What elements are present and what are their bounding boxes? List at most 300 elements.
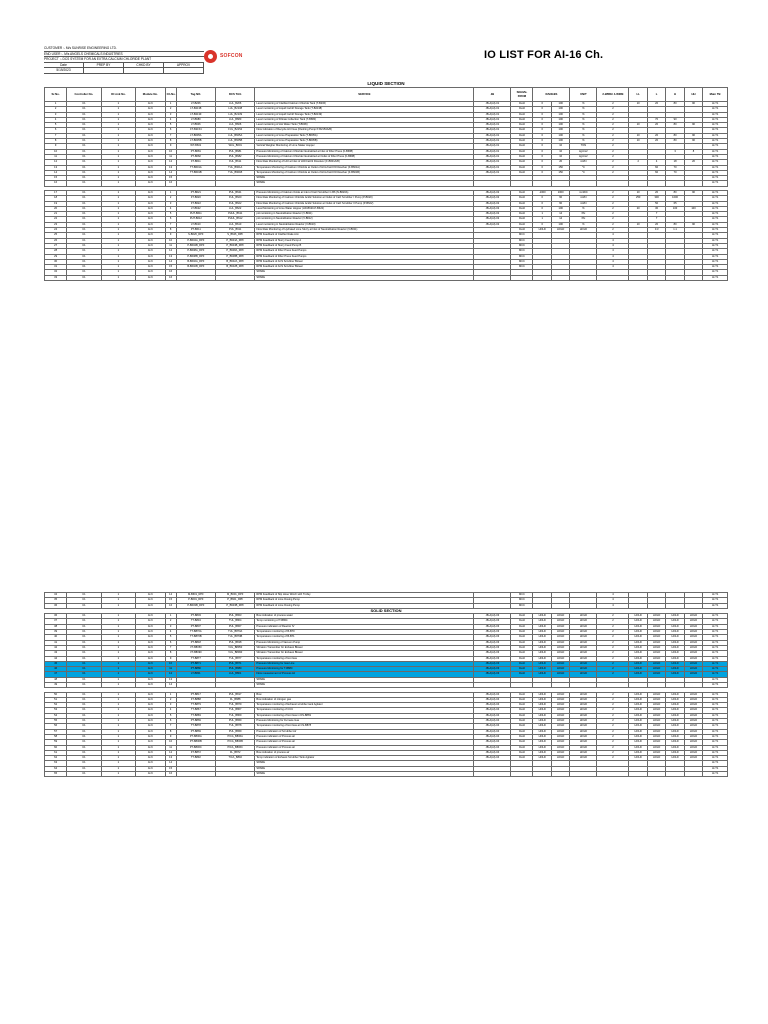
table-cell: 6	[45, 128, 67, 133]
table-cell: HOLD	[629, 724, 647, 729]
column-header: Tag NO.	[176, 88, 215, 102]
table-cell: HOLD	[570, 729, 597, 734]
table-cell: AI-6	[136, 713, 166, 718]
table-cell: Field	[511, 624, 533, 629]
table-cell: 10	[629, 139, 647, 144]
table-cell: JB-A(AI)-04	[474, 697, 511, 702]
table-cell: 14	[551, 217, 569, 222]
table-cell: Flow Rate Monitoring of HCl at Inlet of HCl/CaCl2 Dissolver (F-B601A/B)	[255, 160, 474, 165]
table-cell: 2	[165, 619, 176, 624]
table-cell: 39	[45, 630, 67, 635]
table-cell: AI-T1	[703, 228, 728, 233]
table-cell: C1	[67, 656, 101, 661]
table-cell: P-B603B_RPF	[176, 603, 215, 608]
table-cell: 1	[101, 619, 135, 624]
table-cell: HOLD	[533, 624, 551, 629]
table-cell: HOLD	[647, 630, 665, 635]
table-cell	[570, 275, 597, 280]
table-cell: Field	[511, 128, 533, 133]
table-cell: 2	[597, 117, 629, 122]
table-cell: 80	[666, 222, 684, 227]
table-cell: 49	[45, 683, 67, 688]
table-cell: HOLD	[629, 619, 647, 624]
table-cell: 0	[533, 139, 551, 144]
table-cell: AI-T1	[703, 593, 728, 598]
table-cell: Field	[511, 222, 533, 227]
table-cell: AI-T1	[703, 102, 728, 107]
liquid-section-title: LIQUID SECTION	[367, 81, 405, 86]
table-cell: PUL_B869	[216, 719, 255, 724]
table-cell: 1	[101, 640, 135, 645]
table-cell: TUL_B877	[216, 656, 255, 661]
table-cell: AI-6	[136, 243, 166, 248]
table-cell: AI-6	[136, 123, 166, 128]
table-cell: HOLD	[647, 745, 665, 750]
table-cell: 90	[684, 123, 702, 128]
table-cell: HOLD	[666, 708, 684, 713]
table-cell: HOLD	[570, 619, 597, 624]
table-cell: 100	[551, 139, 569, 144]
table-cell: 3	[165, 703, 176, 708]
table-cell: C1	[67, 243, 101, 248]
table-cell: SPARE	[255, 766, 474, 771]
table-cell: Field	[511, 133, 533, 138]
table-cell: LUL_B206	[216, 102, 255, 107]
table-cell: AI-6	[136, 107, 166, 112]
table-cell: TUL_B804	[216, 619, 255, 624]
table-cell: HOLD	[533, 645, 551, 650]
table-cell: AI-6	[136, 614, 166, 619]
table-cell: 34	[45, 593, 67, 598]
table-cell: 2	[597, 645, 629, 650]
table-cell: C1	[67, 661, 101, 666]
table-cell: 30	[647, 206, 665, 211]
table-cell: HOLD	[647, 651, 665, 656]
table-cell: VT-B8050	[176, 645, 215, 650]
table-cell: C1	[67, 598, 101, 603]
table-cell: JB-A(AI)-03	[474, 619, 511, 624]
table-cell: 1	[101, 745, 135, 750]
table-cell: MCC	[511, 254, 533, 259]
table-cell: AI-6	[136, 212, 166, 217]
table-cell: Flow Rate Monitoring of Hydrated Lime Slurry at Inlet of Neutralization Reactor (V-B611)	[255, 228, 474, 233]
table-cell: JB-A(AI)-01	[474, 133, 511, 138]
table-cell: HOLD	[629, 624, 647, 629]
table-cell: HOLD	[629, 713, 647, 718]
table-cell: C1	[67, 651, 101, 656]
table-cell: 1	[101, 233, 135, 238]
table-cell: 1	[101, 724, 135, 729]
column-header: Main TB	[703, 88, 728, 102]
table-cell: 4	[597, 233, 629, 238]
table-cell: Field	[511, 217, 533, 222]
table-cell: 2	[597, 206, 629, 211]
table-cell: Field	[511, 697, 533, 702]
table-cell	[647, 771, 665, 776]
table-cell: AI-6	[136, 766, 166, 771]
table-cell: AI-6	[136, 112, 166, 117]
table-cell: JB-A(AI)-04	[474, 734, 511, 739]
table-cell: HOLD	[551, 756, 569, 761]
table-cell: 0	[533, 133, 551, 138]
table-cell: 2	[597, 697, 629, 702]
table-cell: 36	[45, 614, 67, 619]
table-cell: C1	[67, 133, 101, 138]
table-cell: FUL_B2154	[216, 128, 255, 133]
table-cell: HOLD	[533, 635, 551, 640]
table-cell: HOLD	[570, 645, 597, 650]
table-cell: 90	[684, 222, 702, 227]
table-cell: Field	[511, 708, 533, 713]
table-cell: HOLD	[666, 697, 684, 702]
table-cell: TT-B867	[176, 708, 215, 713]
table-cell: PHUL_B611	[216, 212, 255, 217]
table-cell: 1	[101, 603, 135, 608]
table-cell: 41	[45, 640, 67, 645]
table-cell: C1	[67, 630, 101, 635]
table-cell: Vibration Transmitter for Exhaust Blower	[255, 651, 474, 656]
table-cell: HOLD	[551, 750, 569, 755]
table-cell: HOLD	[666, 661, 684, 666]
table-cell: AI-6	[136, 265, 166, 270]
table-cell: P_B601_RPF	[216, 598, 255, 603]
table-cell: JB-A(AI)-01	[474, 139, 511, 144]
table-cell: C1	[67, 645, 101, 650]
table-cell: 15	[165, 766, 176, 771]
table-cell: AI-6	[136, 640, 166, 645]
table-cell: PUL_B681	[216, 149, 255, 154]
table-cell: HOLD	[629, 750, 647, 755]
table-cell: JB-A(AI)-03	[474, 651, 511, 656]
table-cell: AI-6	[136, 217, 166, 222]
table-cell: C1	[67, 254, 101, 259]
table-cell: Bow	[255, 692, 474, 697]
table-cell: AI-6	[136, 222, 166, 227]
table-cell: Field	[511, 190, 533, 195]
table-cell: 0	[533, 196, 551, 201]
table-cell: Pressure Monitoring of Vacuum Pump	[255, 640, 474, 645]
table-cell: 90	[684, 190, 702, 195]
table-cell: HOLD	[684, 756, 702, 761]
table-cell: WUL_B601	[216, 144, 255, 149]
table-cell: LT-B605B	[176, 139, 215, 144]
table-cell: AI-T1	[703, 766, 728, 771]
table-cell: 0	[533, 201, 551, 206]
table-cell: AI-6	[136, 190, 166, 195]
table-cell: AI-6	[136, 170, 166, 175]
table-cell: HOLD	[570, 708, 597, 713]
table-cell: HOLD	[647, 713, 665, 718]
table-cell: HOLD	[570, 703, 597, 708]
table-cell: HOLD	[533, 228, 551, 233]
table-cell: C1	[67, 107, 101, 112]
table-cell: HOLD	[551, 630, 569, 635]
column-header: Ch.No.	[165, 88, 176, 102]
table-cell: HOLD	[684, 729, 702, 734]
table-cell: HOLD	[629, 708, 647, 713]
table-cell: P_B608A_RPF	[216, 249, 255, 254]
table-cell: HOLD	[533, 713, 551, 718]
table-cell: AI-T1	[703, 603, 728, 608]
table-cell: 1	[101, 656, 135, 661]
table-cell: 1	[101, 154, 135, 159]
table-cell: 1	[101, 243, 135, 248]
table-cell: AI-6	[136, 593, 166, 598]
table-cell: MCC	[511, 249, 533, 254]
table-cell: Bow indication of nitrogen gas	[255, 697, 474, 702]
table-cell: 2	[597, 624, 629, 629]
table-cell: Field	[511, 656, 533, 661]
table-cell: 1	[101, 149, 135, 154]
logo-mark-icon	[204, 50, 217, 63]
table-cell: TT-B804	[176, 619, 215, 624]
table-cell: LUL_B801	[216, 672, 255, 677]
table-cell: 1	[101, 201, 135, 206]
table-cell: C1	[67, 128, 101, 133]
table-cell: %	[570, 222, 597, 227]
table-cell: HOLD	[570, 734, 597, 739]
table-cell: Field	[511, 661, 533, 666]
table-cell: 1	[101, 703, 135, 708]
table-cell: JB-A(AI)-03	[474, 635, 511, 640]
table-cell: S-B626_RPF	[176, 233, 215, 238]
table-cell: AI-6	[136, 683, 166, 688]
table-cell: HOLD	[684, 667, 702, 672]
table-row	[45, 275, 728, 280]
table-cell: LUL_B610	[216, 222, 255, 227]
table-cell: 47	[45, 672, 67, 677]
table-cell: HOLD	[684, 661, 702, 666]
table-cell: FUL_B611	[216, 160, 255, 165]
table-cell: HOLD	[570, 713, 597, 718]
table-cell: 2	[597, 672, 629, 677]
table-cell: Field	[511, 703, 533, 708]
table-cell: C1	[67, 635, 101, 640]
table-cell: PUL_B818	[216, 640, 255, 645]
table-cell: JB-A(AI)-03	[474, 624, 511, 629]
table-cell: Pressure Monitoring for Gas Line	[255, 661, 474, 666]
table-cell: C1	[67, 112, 101, 117]
table-cell: 1	[101, 651, 135, 656]
approval-grid-values	[44, 68, 204, 74]
table-cell: 14	[165, 170, 176, 175]
table-cell: Pressure indication of Process air	[255, 745, 474, 750]
table-cell: HOLD	[533, 656, 551, 661]
table-cell: 1	[101, 139, 135, 144]
table-cell: MCC	[511, 265, 533, 270]
table-cell: PUL_B611	[216, 228, 255, 233]
table-cell: AI-T1	[703, 196, 728, 201]
table-cell: TT-B601B	[176, 170, 215, 175]
table-cell: C1	[67, 206, 101, 211]
table-cell	[176, 275, 215, 280]
table-cell: AI-T1	[703, 635, 728, 640]
table-cell: HOLD	[629, 734, 647, 739]
table-cell: C1	[67, 238, 101, 243]
table-cell: 0	[533, 107, 551, 112]
table-cell: AI-6	[136, 703, 166, 708]
table-cell: 1	[101, 222, 135, 227]
table-cell: C1	[67, 624, 101, 629]
table-cell: 2	[597, 614, 629, 619]
table-cell: Level monitoring of Lime Preparation Tank (T-B605B)	[255, 139, 474, 144]
table-cell: 1	[533, 217, 551, 222]
table-cell: 56	[45, 724, 67, 729]
table-cell: Field	[511, 672, 533, 677]
table-cell: 4	[647, 160, 665, 165]
table-cell: JB-A(AI)-04	[474, 756, 511, 761]
table-cell: TUL_B867	[216, 708, 255, 713]
table-cell: AI-T1	[703, 745, 728, 750]
table-cell: HOLD	[533, 750, 551, 755]
table-cell: Level monitoring of Hot Water Tank (T-B606)	[255, 123, 474, 128]
table-cell: HOLD	[551, 729, 569, 734]
table-cell: HOLD	[629, 661, 647, 666]
table-cell: TUL_B601A	[216, 165, 255, 170]
table-cell: LT-B801	[176, 672, 215, 677]
table-cell: kg/cm2	[570, 149, 597, 154]
table-cell: VUL_B8090	[216, 651, 255, 656]
table-cell: AI-6	[136, 651, 166, 656]
table-cell: PT-B806C	[176, 745, 215, 750]
table-cell: AI-6	[136, 677, 166, 682]
table-cell: 1	[101, 123, 135, 128]
table-cell: HOLD	[666, 645, 684, 650]
table-cell: PUL_B869	[216, 729, 255, 734]
table-cell: LT-B610	[176, 222, 215, 227]
column-header: DCS TAG	[216, 88, 255, 102]
table-cell: 3	[666, 149, 684, 154]
table-cell: 1	[101, 761, 135, 766]
table-cell	[511, 275, 533, 280]
table-cell: C1	[67, 697, 101, 702]
table-cell: 1	[101, 249, 135, 254]
table-cell: HOLD	[551, 624, 569, 629]
table-cell: Field	[511, 102, 533, 107]
table-cell: AI-6	[136, 233, 166, 238]
table-cell: 2	[45, 107, 67, 112]
table-cell: HOLD	[666, 692, 684, 697]
table-cell: Field	[511, 630, 533, 635]
table-cell: 0.3	[647, 228, 665, 233]
table-cell: VT-B8090	[176, 651, 215, 656]
table-cell: JB-A(AI)-02	[474, 201, 511, 206]
table-cell: %	[570, 206, 597, 211]
date-value: 5/19/2023	[44, 68, 84, 73]
table-cell: 2	[597, 107, 629, 112]
table-cell: AI-6	[136, 176, 166, 181]
table-cell: AI-T1	[703, 154, 728, 159]
table-cell: 0	[533, 206, 551, 211]
table-cell: HOLD	[684, 708, 702, 713]
table-cell: 16	[165, 771, 176, 776]
table-cell: AI-T1	[703, 750, 728, 755]
table-cell: 0	[533, 102, 551, 107]
table-cell: JB-A(AI)-03	[474, 661, 511, 666]
table-cell: LT-B606	[176, 123, 215, 128]
table-cell: C1	[67, 249, 101, 254]
table-cell: %	[570, 112, 597, 117]
table-cell: C1	[67, 750, 101, 755]
liquid-io-table	[44, 87, 728, 281]
table-cell: Flow Rate Monitoring of Calcium Chloride Acidic Solution at Outlet of CaO Scrubber II Pump (P-B622)	[255, 201, 474, 206]
table-cell: LT-B206	[176, 102, 215, 107]
table-cell: Field	[511, 165, 533, 170]
table-cell: HOLD	[533, 667, 551, 672]
table-cell: 1000	[666, 196, 684, 201]
table-cell: C1	[67, 640, 101, 645]
table-cell: AI-T1	[703, 222, 728, 227]
table-cell: 2	[597, 102, 629, 107]
table-cell: 0	[533, 170, 551, 175]
table-cell: 4	[597, 249, 629, 254]
table-cell: 14	[165, 761, 176, 766]
column-header: H	[666, 88, 684, 102]
table-cell: 21	[45, 212, 67, 217]
table-cell: %	[570, 128, 597, 133]
column-header: RANGES	[533, 88, 570, 102]
table-cell: 1	[101, 254, 135, 259]
table-cell: RPM Feedback of Lime Dosing Pump	[255, 598, 474, 603]
table-cell	[474, 771, 511, 776]
table-cell: 20	[551, 160, 569, 165]
table-cell: HOLD	[647, 740, 665, 745]
table-cell: 7	[165, 133, 176, 138]
table-cell: 100	[551, 222, 569, 227]
table-cell: 1	[101, 614, 135, 619]
table-cell: 18	[45, 196, 67, 201]
table-cell: 2	[597, 165, 629, 170]
table-cell: m3/hr	[570, 201, 597, 206]
table-cell: JB-A(AI)-02	[474, 206, 511, 211]
table-cell: TON	[570, 144, 597, 149]
table-cell: AI-T1	[703, 661, 728, 666]
table-cell: 16	[45, 181, 67, 186]
table-cell: Temp monitoring of T-B804	[255, 619, 474, 624]
table-cell: PHUL_B612	[216, 217, 255, 222]
table-cell: AI-6	[136, 133, 166, 138]
table-cell: JB-A(AI)-03	[474, 614, 511, 619]
table-cell: AI-6	[136, 275, 166, 280]
table-cell: AI-T1	[703, 667, 728, 672]
table-cell: 1	[101, 729, 135, 734]
table-cell: 12	[165, 672, 176, 677]
table-cell: AI-T1	[703, 692, 728, 697]
table-cell: 20	[647, 222, 665, 227]
table-cell: JB-A(AI)-02	[474, 217, 511, 222]
table-cell: AI-T1	[703, 761, 728, 766]
table-cell: AI-T1	[703, 756, 728, 761]
table-cell: 4	[45, 117, 67, 122]
table-cell: HOLD	[666, 729, 684, 734]
end-user-line: END USER :- M/s ANGELS CHEMICALS INDUSTRIES	[44, 52, 204, 58]
table-cell: m3/hr	[570, 196, 597, 201]
table-cell: HOLD	[570, 724, 597, 729]
table-cell: JB-A(AI)-02	[474, 196, 511, 201]
table-cell: HOLD	[684, 724, 702, 729]
table-cell: HOLD	[570, 624, 597, 629]
table-cell: 9	[165, 734, 176, 739]
table-cell: 1	[101, 624, 135, 629]
table-cell: Pressure Monitoring for T-B880	[255, 667, 474, 672]
table-cell: AI-T1	[703, 270, 728, 275]
table-cell: 1	[101, 270, 135, 275]
table-cell: 54	[45, 713, 67, 718]
table-cell: AI-T1	[703, 190, 728, 195]
table-cell: 2	[597, 750, 629, 755]
table-cell: %	[570, 133, 597, 138]
table-cell: C1	[67, 102, 101, 107]
